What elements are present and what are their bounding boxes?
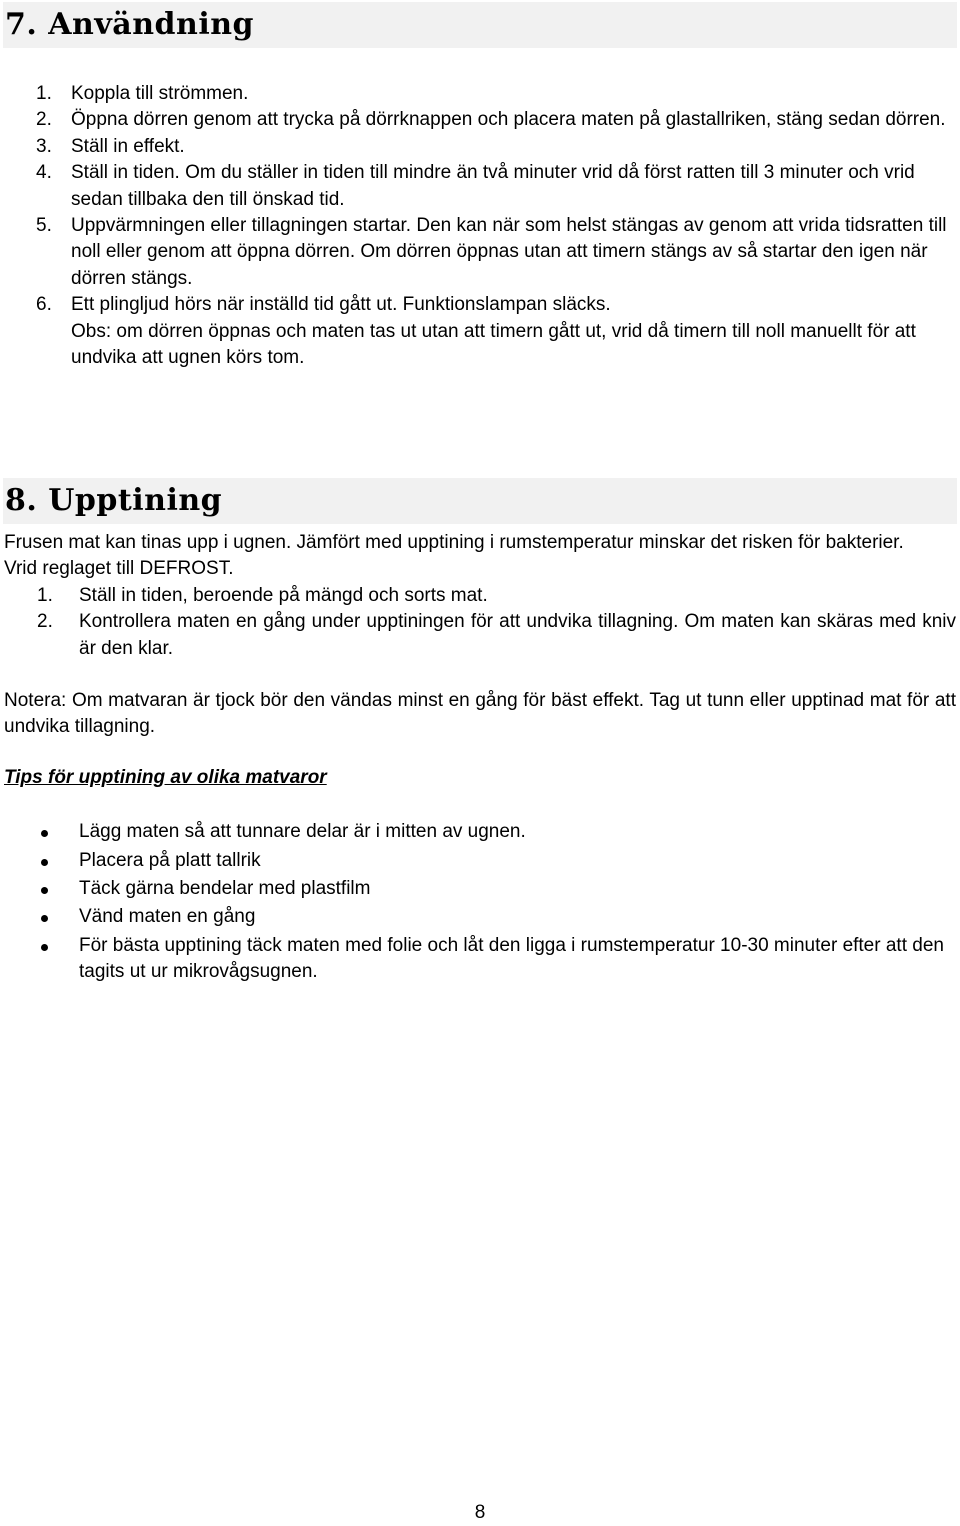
bullet-icon	[41, 915, 48, 922]
step-text: Kontrollera maten en gång under upptiningen för att undvika tillagning. Om maten kan skäras med kniv är den klar.	[79, 611, 956, 659]
notera-note: Notera: Om matvaran är tjock bör den vändas minst en gång för bäst effekt. Tag ut tunn eller upptinad mat för att undvika tillagning.	[4, 690, 956, 738]
step-text: Koppla till strömmen.	[71, 83, 249, 104]
tip-item	[4, 933, 956, 986]
step-text: Ett plingljud hörs när inställd tid gått ut. Funktionslampan släcks.	[71, 294, 611, 316]
tip-item	[4, 904, 956, 930]
tip-text: Vänd maten en gång	[79, 906, 256, 928]
tip-text: Lägg maten så att tunnare delar är i mitten av ugnen.	[79, 821, 526, 843]
bullet-icon	[41, 887, 48, 894]
tip-text: Täck gärna bendelar med plastfilm	[79, 878, 371, 900]
step-number: 3.	[36, 135, 52, 157]
step-number: 1.	[37, 584, 53, 606]
usage-step-1	[0, 81, 960, 107]
defrost-intro: Frusen mat kan tinas upp i ugnen. Jämfört med upptining i rumstemperatur minskar det risken för bakterier.	[4, 532, 904, 553]
step-number: 6.	[36, 294, 52, 316]
obs-note: Obs: om dörren öppnas och maten tas ut utan att timern gått ut, vrid då timern till noll manuellt för att undvika att ugnen körs tom.	[71, 320, 916, 369]
step-number: 4.	[36, 162, 52, 184]
tips-list	[4, 819, 956, 985]
tip-item	[4, 876, 956, 902]
usage-step-3	[0, 134, 960, 160]
section-8-heading: 8. Upptining	[3, 478, 957, 524]
defrost-step-1	[4, 583, 956, 609]
step-text: Ställ in tiden. Om du ställer in tiden till mindre än två minuter vrid då först ratten till 3 minuter och vrid sedan tillbaka den till önskad tid.	[71, 162, 915, 210]
usage-step-2	[0, 107, 960, 133]
usage-steps-list	[0, 81, 960, 371]
tip-text: Placera på platt tallrik	[79, 849, 261, 871]
step-number: 2.	[36, 109, 52, 131]
step-text: Uppvärmningen eller tillagningen startar. Den kan när som helst stängas av genom att vrida tidsratten till noll eller genom att öppna dörren. Om dörren öppnas utan att timern stängs av så startar den igen när dörren stängs.	[71, 215, 947, 289]
defrost-section	[4, 530, 956, 988]
tip-item	[4, 848, 956, 874]
tip-item	[4, 819, 956, 845]
usage-step-4	[0, 160, 960, 213]
usage-step-5	[0, 213, 960, 292]
section-7-heading: 7. Användning	[3, 2, 957, 48]
bullet-icon	[41, 830, 48, 837]
tip-text: För bästa upptining täck maten med folie och låt den ligga i rumstemperatur 10-30 minuter efter att den tagits ut ur mikrovågsugnen.	[79, 934, 944, 983]
usage-step-6	[0, 292, 960, 318]
step-text: Ställ in tiden, beroende på mängd och sorts mat.	[79, 584, 488, 606]
step-number: 2.	[37, 611, 53, 633]
defrost-step-2	[4, 609, 956, 662]
step-text: Ställ in effekt.	[71, 135, 185, 157]
bullet-icon	[41, 859, 48, 866]
step-text: Öppna dörren genom att trycka på dörrknappen och placera maten på glastallriken, stäng sedan dörren.	[71, 109, 946, 131]
defrost-instruction: Vrid reglaget till DEFROST.	[4, 558, 234, 580]
step-number: 1.	[36, 83, 52, 104]
tips-title: Tips för upptining av olika matvaror	[4, 766, 327, 788]
page-number: 8	[474, 1502, 486, 1523]
bullet-icon	[41, 944, 48, 951]
step-number: 5.	[36, 215, 52, 237]
